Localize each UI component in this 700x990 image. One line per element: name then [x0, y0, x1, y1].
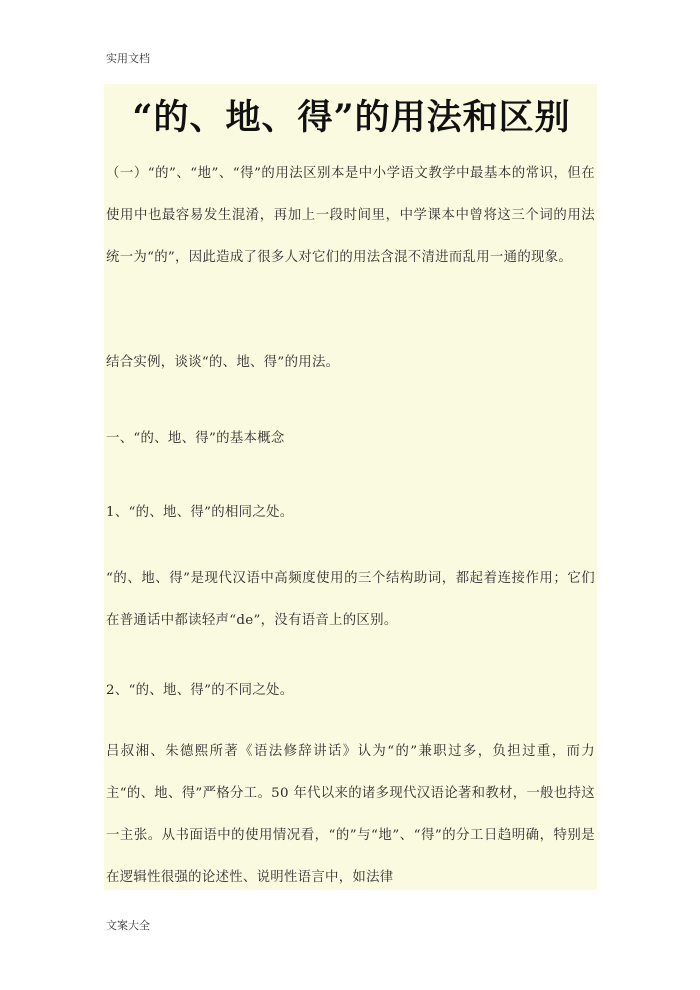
- document-title: “的、地、得”的用法和区别: [132, 97, 571, 138]
- page-header: 实用文档: [106, 52, 150, 65]
- paragraph-examples: 结合实例，谈谈“的、地、得”的用法。: [106, 355, 340, 370]
- paragraph-intro: （一）“的”、“地”、“得”的用法区别本是中小学语文教学中最基本的常识，但在使用中也最容易发生混淆，再加上一段时间里，中学课本中曾将这三个词的用法统一为“的”，因此造成了很多人对它们的用法含混不清进而乱用一通的现象。: [106, 166, 595, 265]
- paragraph-differences: 吕叔湘、朱德熙所著《语法修辞讲话》认为“的”兼职过多，负担过重，而力主“的、地、得”严格分工。50 年代以来的诸多现代汉语论著和教材，一般也持这一主张。从书面语中的使用情况看，“的”与“地”、“得”的分工日趋明确，特别是在逻辑性很强的论述性、说明性语言中，如法律: [106, 744, 595, 885]
- subheading-differences: 2、“的、地、得”的不同之处。: [106, 683, 294, 698]
- page-footer: 文案大全: [106, 919, 150, 932]
- subheading-similarities: 1、“的、地、得”的相同之处。: [106, 505, 294, 520]
- paragraph-similarities: “的、地、得”是现代汉语中高频度使用的三个结构助词，都起着连接作用；它们在普通话中都读轻声“de”，没有语音上的区别。: [106, 571, 595, 628]
- section-heading-basic-concepts: 一、“的、地、得”的基本概念: [106, 431, 285, 446]
- document-body: [104, 84, 597, 890]
